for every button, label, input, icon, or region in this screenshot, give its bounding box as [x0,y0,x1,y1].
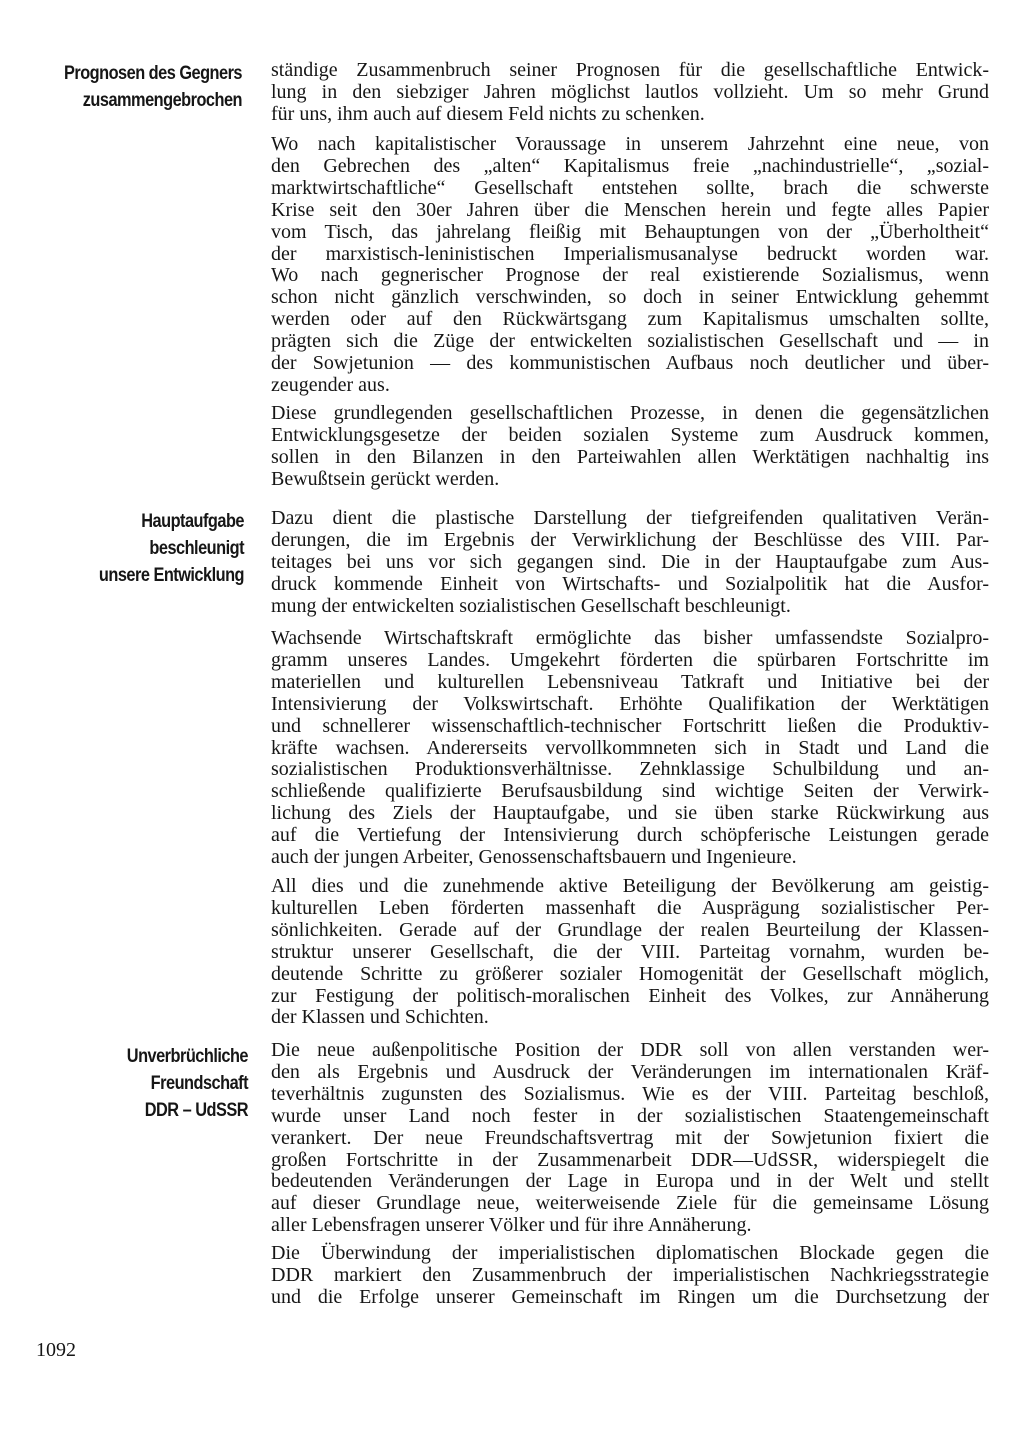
text-line: Dazu dient die plastische Darstellung der tiefgreifenden qualitativen Verän- [271,507,989,529]
text-line: auch der jungen Arbeiter, Genossenschaftsbauern und Ingenieure. [271,846,797,869]
text-line: werden oder auf den Rückwärtsgang zum Kapitalismus umschalten sollte, [271,308,989,331]
text-line: lung in den siebziger Jahren möglichst lautlos vollzieht. Um so mehr Grund [271,80,989,103]
text-line: ständige Zusammenbruch seiner Prognosen für die gesellschaftliche Entwick- [271,59,989,81]
text-line: teitages bei uns vor sich gegangen sind. Die in der Hauptaufgabe zum Aus- [271,550,989,573]
text-line: Intensivierung der Volkswirtschaft. Erhöhte Qualifikation der Werktätigen [271,692,989,715]
heading-line: Unverbrüchliche [126,1046,248,1067]
paragraph-7 [271,1040,989,1237]
text-line: Die Überwindung der imperialistischen diplomatischen Blockade gegen die [271,1242,989,1264]
text-line: druck kommende Einheit von Wirtschafts- und Sozialpolitik hat die Ausfor- [271,572,989,595]
paragraph-3 [271,403,989,491]
text-line: sozialistischen Produktionsverhältnisse. Zehnklassige Schulbildung und an- [271,758,989,781]
text-line: Die neue außenpolitische Position der DDR soll von allen verstanden wer- [271,1039,989,1061]
text-line: der marxistisch-leninistischen Imperialismusanalyse bedruckt worden war. [271,242,989,265]
text-line: bedeutenden Veränderungen der Lage in Europa und in der Welt und stellt [271,1170,989,1193]
margin-heading-prognosen [36,60,242,114]
heading-line: unsere Entwicklung [98,565,244,586]
text-line: Krise seit den 30er Jahren über die Menschen herein und fegte alles Papier [271,198,989,221]
text-line: schon nicht gänzlich verschwinden, so doch in seiner Entwicklung gehemmt [271,286,989,309]
heading-line: beschleunigt [149,538,244,559]
text-line: teverhältnis zugunsten des Sozialismus. Wie es der VIII. Parteitag beschloß, [271,1082,989,1105]
paragraph-6 [271,876,989,1029]
text-line: sönlichkeiten. Gerade auf der Grundlage der realen Beurteilung der Klassen- [271,918,989,941]
text-line: deutende Schritte zu größerer sozialer Homogenität der Gesellschaft möglich, [271,962,989,985]
text-line: zeugender aus. [271,373,390,396]
margin-heading-freundschaft [42,1043,248,1124]
text-line: prägten sich die Züge der entwickelten sozialistischen Gesellschaft und — in [271,330,989,353]
paragraph-2 [271,134,989,397]
text-line: verankert. Der neue Freundschaftsvertrag mit der Sowjetunion fixiert die [271,1126,989,1149]
text-line: zur Festigung der politisch-moralischen Einheit des Volkes, zur Annäherung [271,984,989,1007]
heading-line: Prognosen des Gegners [63,63,242,84]
heading-line: Freundschaft [150,1073,248,1094]
paragraph-5 [271,628,989,869]
text-line: marktwirtschaftliche“ Gesellschaft entstehen sollte, brach die schwerste [271,176,989,199]
text-line: Diese grundlegenden gesellschaftlichen Prozesse, in denen die gegensätzlichen [271,402,989,424]
text-line: vom Tisch, das jahrelang fleißig mit Behauptungen von der „Überholtheit“ [271,220,989,243]
page-number: 1092 [36,1339,76,1361]
text-line: für uns, ihm auch auf diesem Feld nichts zu schenken. [271,102,705,125]
text-line: Wachsende Wirtschaftskraft ermöglichte das bisher umfassendste Sozialpro- [271,627,989,649]
text-line: sollen in den Bilanzen in den Parteiwahlen allen Werktätigen nachhaltig ins [271,445,989,468]
text-line: All dies und die zunehmende aktive Beteiligung der Bevölkerung am geistig- [271,875,989,897]
text-line: der Sowjetunion — des kommunistischen Aufbaus noch deutlicher und über- [271,352,989,375]
text-line: Wo nach kapitalistischer Voraussage in unserem Jahrzehnt eine neue, von [271,133,989,155]
text-line: auf die Vertiefung der Intensivierung durch schöpferische Leistungen gerade [271,824,989,847]
text-line: materiellen und kulturellen Lebensniveau Tatkraft und Initiative bei der [271,670,989,693]
text-line: und schnellerer wissenschaftlich-technischer Fortschritt ließen die Produktiv- [271,714,989,737]
text-line: lichung des Ziels der Hauptaufgabe, und sie üben starke Rückwirkung aus [271,802,989,825]
margin-heading-hauptaufgabe [38,508,244,589]
paragraph-4 [271,508,989,618]
text-line: Bewußtsein gerückt werden. [271,467,500,490]
text-line: auf dieser Grundlage neue, weiterweisende Ziele für die gemeinsame Lösung [271,1192,989,1215]
text-line: mung der entwickelten sozialistischen Gesellschaft beschleunigt. [271,594,791,617]
text-line: kulturellen Leben förderten massenhaft die Ausprägung sozialistischer Per- [271,896,989,919]
text-line: schließende qualifizierte Berufsausbildung sind wichtige Seiten der Verwirk- [271,780,989,803]
paragraph-8 [271,1243,989,1309]
text-line: Entwicklungsgesetze der beiden sozialen Systeme zum Ausdruck kommen, [271,423,989,446]
text-line: und die Erfolge unserer Gemeinschaft im Ringen um die Durchsetzung der [271,1285,989,1308]
text-line: aller Lebensfragen unserer Völker und für ihre Annäherung. [271,1214,752,1237]
text-line: der Klassen und Schichten. [271,1006,489,1029]
text-line: großen Fortschritte in der Zusammenarbeit DDR—UdSSR, widerspiegelt die [271,1148,989,1171]
text-line: struktur unserer Gesellschaft, die der VIII. Parteitag vornahm, wurden be- [271,940,989,963]
text-line: gramm unseres Landes. Umgekehrt förderten die spürbaren Fortschritte im [271,648,989,671]
text-line: den als Ergebnis und Ausdruck der Veränderungen im internationalen Kräf- [271,1060,989,1083]
text-line: Wo nach gegnerischer Prognose der real existierende Sozialismus, wenn [271,264,989,287]
text-line: wurde unser Land noch fester in der sozialistischen Staatengemeinschaft [271,1104,989,1127]
paragraph-1 [271,60,989,126]
text-line: derungen, die im Ergebnis der Verwirklichung der Beschlüsse des VIII. Par- [271,528,989,551]
text-line: kräfte wachsen. Andererseits vervollkommneten sich in Stadt und Land die [271,736,989,759]
heading-line: zusammengebrochen [82,90,242,111]
text-line: DDR markiert den Zusammenbruch der imperialistischen Nachkriegsstrategie [271,1263,989,1286]
heading-line: Hauptaufgabe [141,511,244,532]
heading-line: DDR – UdSSR [144,1100,248,1121]
text-line: den Gebrechen des „alten“ Kapitalismus freie „nachindustrielle“, „sozial- [271,154,989,177]
